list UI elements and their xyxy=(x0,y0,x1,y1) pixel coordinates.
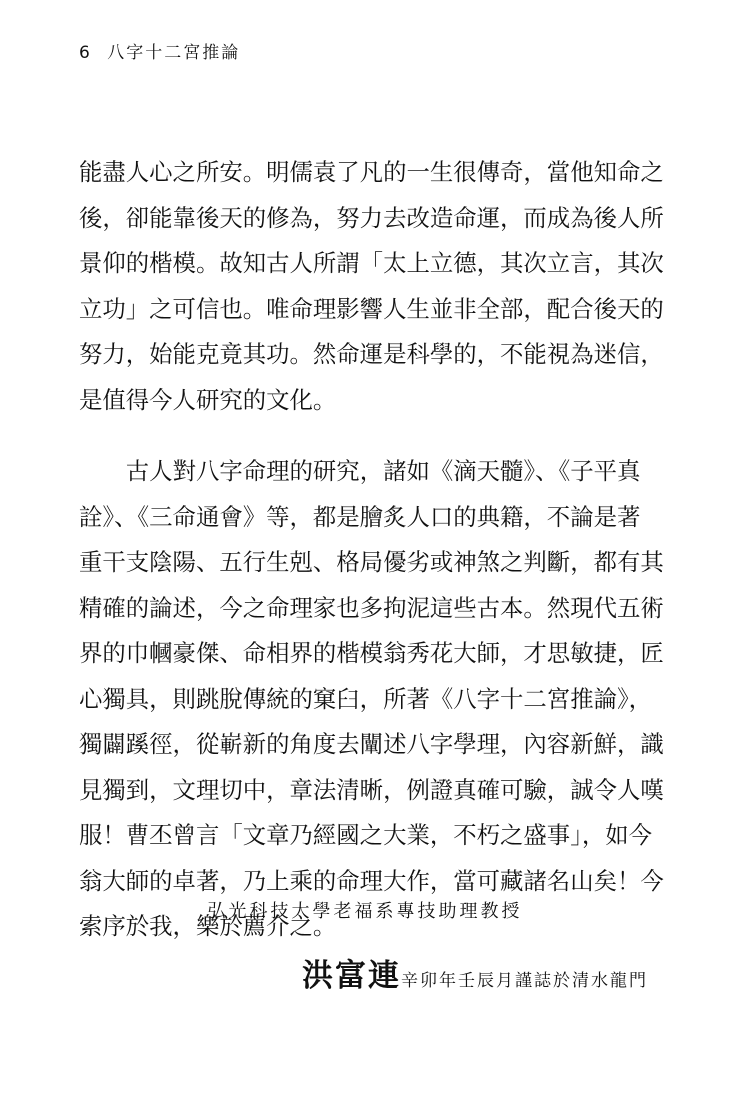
text-line: 景仰的楷模。故知古人所謂「太上立德，其次立言，其次 xyxy=(79,249,664,277)
signature-block xyxy=(302,950,648,995)
page-number: 6 xyxy=(79,43,92,63)
text-line: 後，卻能靠後天的修為，努力去改造命運，而成為後人所 xyxy=(79,203,664,232)
text-line: 詮》、《三命通會》等，都是膾炙人口的典籍，不論是著 xyxy=(79,502,641,531)
text-line: 古人對八字命理的研究，諸如《滴天髓》、《子平真 xyxy=(125,457,641,485)
text-line: 服！曹丕曾言「文章乃經國之大業，不朽之盛事」，如今 xyxy=(79,821,653,849)
text-line: 界的巾幗豪傑、命相界的楷模翁秀花大師，才思敏捷，匠 xyxy=(79,639,664,667)
text-line: 翁大師的卓著，乃上乘的命理大作，當可藏諸名山矣！今 xyxy=(79,866,664,895)
text-line: 立功」之可信也。唯命理影響人生並非全部，配合後天的 xyxy=(79,294,664,323)
paragraph-1 xyxy=(79,150,664,423)
book-title: 八字十二宮推論 xyxy=(107,43,241,63)
text-line: 重干支陰陽、五行生剋、格局優劣或神煞之判斷，都有其 xyxy=(79,548,664,576)
text-line: 索序於我，樂於薦介之。 xyxy=(79,912,337,940)
text-line: 見獨到，文理切中，章法清晰，例證真確可驗，誠令人嘆 xyxy=(79,775,664,804)
author-name: 洪富連 xyxy=(302,958,401,994)
signature-date-place: 辛卯年壬辰月謹誌於清水龍門 xyxy=(401,971,648,991)
paragraph-2 xyxy=(79,449,664,950)
text-line: 是值得今人研究的文化。 xyxy=(79,385,337,414)
author-affiliation: 弘光科技大學老福系專技助理教授 xyxy=(207,901,523,922)
preface-body xyxy=(79,150,664,950)
text-line: 心獨具，則跳脫傳統的窠臼，所著《八字十二宮推論》， xyxy=(79,684,653,713)
text-line: 獨闢蹊徑，從嶄新的角度去闡述八字學理，內容新鮮，識 xyxy=(79,730,664,758)
text-line: 努力，始能克竟其功。然命運是科學的，不能視為迷信， xyxy=(79,340,664,368)
text-line: 能盡人心之所安。明儒袁了凡的一生很傳奇，當他知命之 xyxy=(79,158,664,186)
running-header xyxy=(79,38,240,63)
text-line: 精確的論述，今之命理家也多拘泥這些古本。然現代五術 xyxy=(79,593,664,622)
